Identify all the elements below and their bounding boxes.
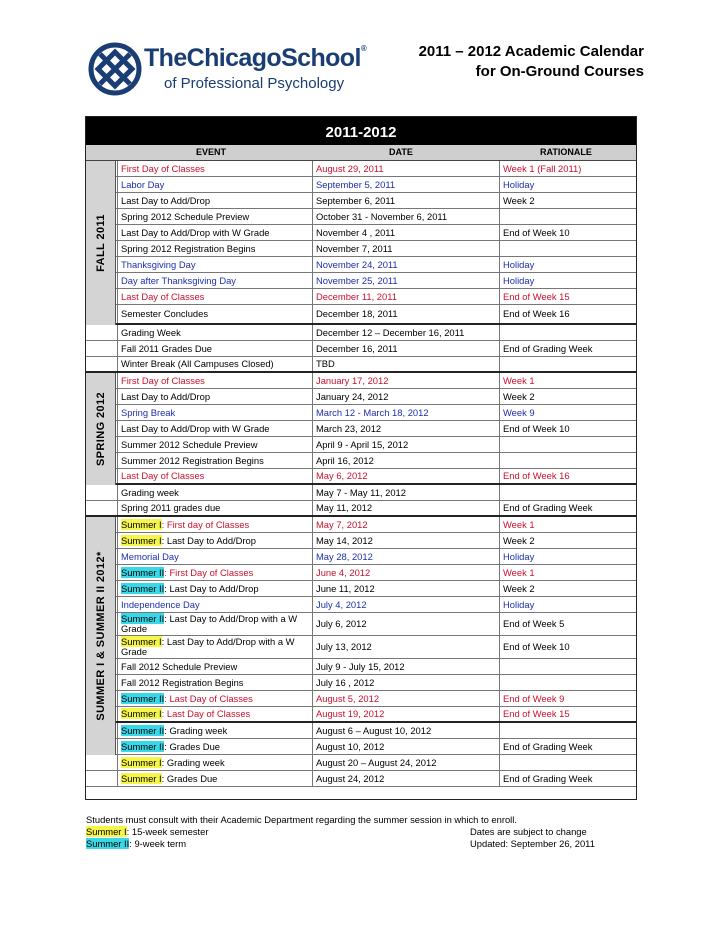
event-label: Spring Break <box>121 406 176 418</box>
date-cell: March 12 - March 18, 2012 <box>313 405 500 420</box>
rationale-cell: End of Grading Week <box>503 772 593 784</box>
session-prefix: Summer II <box>121 613 165 624</box>
date-cell: August 6 – August 10, 2012 <box>313 723 500 738</box>
table-row <box>86 469 636 485</box>
event-cell <box>117 225 313 240</box>
table-row <box>86 755 636 771</box>
date-cell: May 7, 2012 <box>313 517 500 532</box>
rationale-cell: Holiday <box>503 178 535 190</box>
event-label: : Grades Due <box>161 772 218 784</box>
event-text <box>121 742 220 752</box>
event-cell <box>117 241 313 256</box>
table-row <box>86 771 636 787</box>
date-cell: December 18, 2011 <box>313 305 500 323</box>
date-cell: April 9 - April 15, 2012 <box>313 437 500 452</box>
date-cell: December 11, 2011 <box>313 289 500 304</box>
rationale-cell: End of Week 15 <box>503 708 570 719</box>
date-cell: October 31 - November 6, 2011 <box>313 209 500 224</box>
event-cell <box>117 305 313 323</box>
date-cell: September 6, 2011 <box>313 193 500 208</box>
event-cell <box>117 613 313 635</box>
date-cell: April 16, 2012 <box>313 453 500 468</box>
event-label: Last Day to Add/Drop <box>121 390 211 402</box>
year-header: 2011-2012 <box>86 117 636 145</box>
event-text <box>121 309 208 319</box>
column-header-date: DATE <box>389 147 413 157</box>
date-cell: July 16 , 2012 <box>313 675 500 690</box>
event-cell <box>117 273 313 288</box>
event-label: : First day of Classes <box>161 518 250 530</box>
session-prefix: Summer I <box>121 518 162 530</box>
event-text <box>121 244 255 254</box>
rationale-cell <box>500 325 636 340</box>
table-row <box>86 257 636 273</box>
rationale-cell: End of Grading Week <box>503 342 593 354</box>
summer-2-label: Summer II <box>86 838 130 849</box>
rationale-cell: Week 2 <box>503 194 535 206</box>
date-cell: July 6, 2012 <box>313 613 500 635</box>
event-label: Last Day of Classes <box>121 290 205 302</box>
event-cell <box>117 177 313 192</box>
table-row <box>86 325 636 341</box>
session-prefix: Summer II <box>121 724 165 736</box>
event-cell <box>117 581 313 596</box>
event-text <box>121 662 237 672</box>
event-text <box>121 424 270 434</box>
date-cell: November 7, 2011 <box>313 241 500 256</box>
table-row <box>86 357 636 373</box>
rationale-cell: End of Week 16 <box>503 470 570 481</box>
event-text <box>121 774 217 784</box>
event-label: Fall 2012 Registration Begins <box>121 676 244 688</box>
term-label-text: SUMMER I & SUMMER II 2012* <box>94 551 107 721</box>
table-row <box>86 581 636 597</box>
rationale-cell: End of Week 15 <box>503 290 570 302</box>
event-cell <box>117 209 313 224</box>
event-cell <box>117 405 313 420</box>
event-text <box>121 292 204 302</box>
table-row <box>86 405 636 421</box>
updated-date: Updated: September 26, 2011 <box>470 838 595 849</box>
event-text <box>121 488 179 498</box>
term-label-text: SPRING 2012 <box>94 391 107 467</box>
event-cell <box>117 691 313 706</box>
session-prefix: Summer II <box>121 740 165 752</box>
event-label: : Grading week <box>161 756 225 768</box>
document-title <box>419 42 644 82</box>
summer-1-label: Summer I <box>86 826 127 837</box>
event-cell <box>117 389 313 404</box>
event-text <box>121 726 227 736</box>
date-cell: May 7 - May 11, 2012 <box>313 485 500 500</box>
rationale-cell: Holiday <box>503 258 535 270</box>
registered-mark: ® <box>360 44 367 53</box>
table-row <box>86 193 636 209</box>
event-text <box>121 276 236 286</box>
event-cell <box>117 675 313 690</box>
event-text <box>121 637 312 657</box>
event-text <box>121 471 204 481</box>
rationale-cell: End of Week 5 <box>503 618 565 629</box>
event-text <box>121 536 256 546</box>
event-label: Day after Thanksgiving Day <box>121 274 236 286</box>
table-row <box>86 597 636 613</box>
event-cell <box>117 517 313 532</box>
event-label: : First Day of Classes <box>164 566 254 578</box>
event-cell <box>117 257 313 272</box>
event-cell <box>117 485 313 500</box>
rationale-cell: Week 2 <box>503 582 535 594</box>
event-cell <box>117 453 313 468</box>
table-row <box>86 501 636 517</box>
date-cell: September 5, 2011 <box>313 177 500 192</box>
event-label: First Day of Classes <box>121 162 205 174</box>
school-logo <box>86 40 367 102</box>
event-cell <box>117 739 313 754</box>
event-cell <box>117 755 313 770</box>
date-cell: November 25, 2011 <box>313 273 500 288</box>
table-row <box>86 273 636 289</box>
rationale-cell: Holiday <box>503 274 535 286</box>
event-text <box>121 694 253 704</box>
table-row <box>86 613 636 636</box>
rationale-cell: Week 1 (Fall 2011) <box>503 162 582 174</box>
table-row <box>86 517 636 533</box>
table-row <box>86 707 636 723</box>
date-cell: June 11, 2012 <box>313 581 500 596</box>
rationale-cell <box>500 755 636 770</box>
date-cell: August 24, 2012 <box>313 771 500 786</box>
session-prefix: Summer I <box>121 756 162 768</box>
event-cell <box>117 193 313 208</box>
footer-summer-2 <box>86 838 186 849</box>
event-text <box>121 584 259 594</box>
title-line-1: 2011 – 2012 Academic Calendar <box>418 43 644 60</box>
rationale-cell: Week 2 <box>503 534 535 546</box>
table-row <box>86 289 636 305</box>
event-text <box>121 212 249 222</box>
rationale-cell: End of Week 10 <box>503 226 570 238</box>
table-row <box>86 177 636 193</box>
rationale-cell <box>500 659 636 674</box>
session-prefix: Summer I <box>121 708 162 719</box>
event-text <box>121 392 210 402</box>
event-cell <box>117 341 313 356</box>
date-cell: August 10, 2012 <box>313 739 500 754</box>
event-label: Fall 2011 Grades Due <box>121 342 213 354</box>
table-row <box>86 161 636 177</box>
date-cell: July 4, 2012 <box>313 597 500 612</box>
rationale-cell: Holiday <box>503 598 535 610</box>
event-label: First Day of Classes <box>121 374 205 386</box>
date-cell: May 28, 2012 <box>313 549 500 564</box>
event-label: Spring 2011 grades due <box>121 502 221 513</box>
date-cell: May 6, 2012 <box>313 469 500 483</box>
rationale-cell: End of Week 9 <box>503 692 565 704</box>
event-text <box>121 709 250 719</box>
footer-note: Students must consult with their Academic Department regarding the summer session in which to enroll. <box>86 814 517 825</box>
session-prefix: Summer II <box>121 692 165 704</box>
session-prefix: Summer I <box>121 772 162 784</box>
date-cell: January 17, 2012 <box>313 373 500 388</box>
table-row <box>86 691 636 707</box>
date-cell: TBD <box>313 357 500 371</box>
table-row <box>86 437 636 453</box>
event-text <box>121 552 179 562</box>
table-row <box>86 636 636 659</box>
term-label <box>86 517 116 755</box>
event-label: : Last Day of Classes <box>164 692 253 704</box>
column-header-event: EVENT <box>196 147 227 157</box>
rationale-cell: End of Grading Week <box>503 740 593 752</box>
session-prefix: Summer I <box>121 534 162 546</box>
table-row <box>86 723 636 739</box>
event-cell <box>117 469 313 483</box>
event-label: Thanksgiving Day <box>121 258 196 270</box>
date-cell: January 24, 2012 <box>313 389 500 404</box>
logo-subtitle: of Professional Psychology <box>164 75 345 92</box>
table-row <box>86 565 636 581</box>
date-cell: March 23, 2012 <box>313 421 500 436</box>
rationale-cell: Week 1 <box>503 566 535 578</box>
table-row <box>86 241 636 257</box>
rationale-cell: Week 2 <box>503 390 535 402</box>
rationale-cell <box>500 485 636 500</box>
summer-1-text: : 15-week semester <box>126 826 209 837</box>
date-cell: August 19, 2012 <box>313 707 500 721</box>
table-row <box>86 549 636 565</box>
term-label <box>86 161 116 325</box>
event-label: Semester Concludes <box>121 308 209 319</box>
event-text <box>121 568 253 578</box>
event-label: : Last Day of Classes <box>161 708 251 719</box>
table-row <box>86 739 636 755</box>
table-row <box>86 305 636 325</box>
event-label: Labor Day <box>121 178 165 190</box>
event-text <box>121 678 243 688</box>
event-text <box>121 456 264 466</box>
event-text <box>121 196 210 206</box>
event-cell <box>117 289 313 304</box>
rationale-cell: Holiday <box>503 550 535 562</box>
event-cell <box>117 437 313 452</box>
event-cell <box>117 533 313 548</box>
event-cell <box>117 357 313 371</box>
event-text <box>121 758 225 768</box>
event-text <box>121 520 249 530</box>
date-cell: December 16, 2011 <box>313 341 500 356</box>
event-label: Fall 2012 Schedule Preview <box>121 660 238 672</box>
event-label: Grading week <box>121 486 179 498</box>
event-label: : Grading week <box>164 724 228 736</box>
table-row <box>86 225 636 241</box>
dates-change-note: Dates are subject to change <box>470 826 587 837</box>
date-cell: August 5, 2012 <box>313 691 500 706</box>
rationale-cell <box>500 437 636 452</box>
column-header-rationale: RATIONALE <box>540 147 592 157</box>
event-label: Independence Day <box>121 598 200 610</box>
rationale-cell: End of Week 10 <box>503 641 570 652</box>
event-cell <box>117 549 313 564</box>
date-cell: July 9 - July 15, 2012 <box>313 659 500 674</box>
event-text <box>121 228 270 238</box>
event-label: : Grades Due <box>164 740 221 752</box>
event-text <box>121 260 196 270</box>
table-row <box>86 373 636 389</box>
column-headers <box>86 145 636 161</box>
event-label: Summer 2012 Registration Begins <box>121 454 264 466</box>
table-row <box>86 453 636 469</box>
date-cell: June 4, 2012 <box>313 565 500 580</box>
rationale-cell <box>500 723 636 738</box>
event-cell <box>117 373 313 388</box>
event-cell <box>117 723 313 738</box>
event-label: Last Day of Classes <box>121 470 205 481</box>
event-label: Spring 2012 Schedule Preview <box>121 210 250 222</box>
event-cell <box>117 636 313 658</box>
event-cell <box>117 565 313 580</box>
table-row <box>86 659 636 675</box>
table-row <box>86 209 636 225</box>
event-label: Last Day to Add/Drop <box>121 194 211 206</box>
event-text <box>121 600 200 610</box>
rationale-cell <box>500 675 636 690</box>
rationale-cell: Week 9 <box>503 406 535 418</box>
date-cell: May 14, 2012 <box>313 533 500 548</box>
event-cell <box>117 421 313 436</box>
session-prefix: Summer I <box>121 636 162 647</box>
event-cell <box>117 325 313 340</box>
rationale-cell <box>500 357 636 371</box>
event-cell <box>117 659 313 674</box>
rationale-cell <box>500 453 636 468</box>
event-cell <box>117 771 313 786</box>
event-text <box>121 180 164 190</box>
event-text <box>121 503 220 513</box>
event-cell <box>117 501 313 515</box>
rationale-cell <box>500 209 636 224</box>
date-cell: December 12 – December 16, 2011 <box>313 325 500 340</box>
event-text <box>121 376 205 386</box>
rationale-cell: Week 1 <box>503 518 535 530</box>
date-cell: August 20 – August 24, 2012 <box>313 755 500 770</box>
event-text <box>121 344 212 354</box>
event-label: : Last Day to Add/Drop with a W Grade <box>121 613 298 634</box>
title-line-2: for On-Ground Courses <box>475 63 644 80</box>
date-cell: November 4 , 2011 <box>313 225 500 240</box>
event-text <box>121 408 175 418</box>
table-row <box>86 675 636 691</box>
event-label: Last Day to Add/Drop with W Grade <box>121 422 270 434</box>
footer-summer-1 <box>86 826 208 837</box>
event-text <box>121 164 205 174</box>
session-prefix: Summer II <box>121 582 165 594</box>
event-cell <box>117 161 313 176</box>
event-label: Winter Break (All Campuses Closed) <box>121 358 274 369</box>
event-label: : Last Day to Add/Drop <box>164 582 259 594</box>
rationale-cell: End of Grading Week <box>503 502 593 513</box>
date-cell: May 11, 2012 <box>313 501 500 515</box>
date-cell: August 29, 2011 <box>313 161 500 176</box>
event-cell <box>117 597 313 612</box>
session-prefix: Summer II <box>121 566 165 578</box>
summer-2-text: : 9-week term <box>129 838 187 849</box>
event-label: Memorial Day <box>121 550 179 562</box>
table-row <box>86 341 636 357</box>
table-row <box>86 533 636 549</box>
rationale-cell: Week 1 <box>503 374 535 386</box>
event-text <box>121 359 274 369</box>
table-row <box>86 485 636 501</box>
event-cell <box>117 707 313 721</box>
rationale-cell <box>500 241 636 256</box>
table-row <box>86 389 636 405</box>
event-label: Grading Week <box>121 326 181 338</box>
knot-logo-icon <box>86 40 144 98</box>
calendar-table <box>85 116 637 800</box>
event-label: Spring 2012 Registration Begins <box>121 242 256 254</box>
table-row <box>86 421 636 437</box>
event-label: : Last Day to Add/Drop <box>161 534 256 546</box>
date-cell: July 13, 2012 <box>313 636 500 658</box>
rationale-cell: End of Week 10 <box>503 422 570 434</box>
event-label: : Last Day to Add/Drop with a W Grade <box>121 636 295 657</box>
date-cell: November 24, 2011 <box>313 257 500 272</box>
event-text <box>121 614 312 634</box>
event-label: Summer 2012 Schedule Preview <box>121 438 258 450</box>
event-text <box>121 328 181 338</box>
event-text <box>121 440 258 450</box>
event-label: Last Day to Add/Drop with W Grade <box>121 226 270 238</box>
rationale-cell: End of Week 16 <box>503 308 570 319</box>
term-label-text: FALL 2011 <box>94 214 107 272</box>
term-label <box>86 373 116 485</box>
logo-name: TheChicagoSchool <box>144 44 361 72</box>
